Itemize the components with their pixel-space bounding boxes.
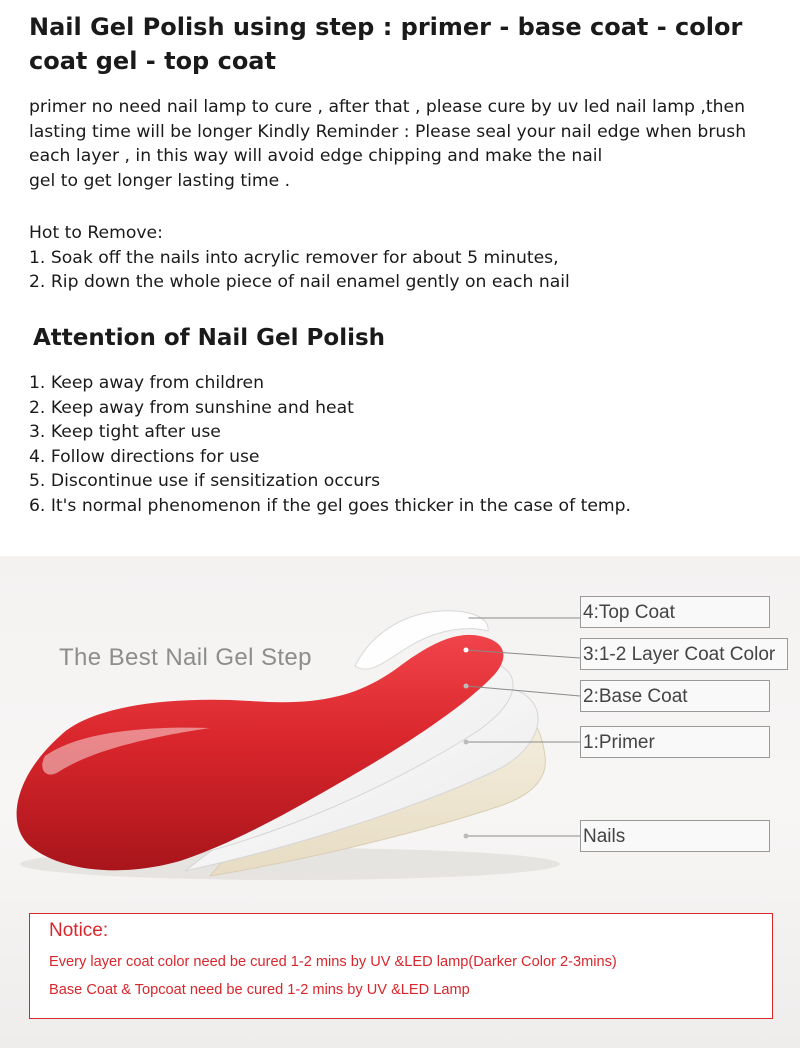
attention-item: 4. Follow directions for use [29,446,260,467]
nail-layer-diagram [0,556,800,1048]
intro-line: primer no need nail lamp to cure , after that , please cure by uv led nail lamp ,then [29,97,745,117]
attention-list [29,371,789,519]
label-primer: 1:Primer [580,726,770,758]
page-title: Nail Gel Polish using step : primer - base coat - color coat gel - top coat [29,13,743,75]
remove-section [29,221,789,295]
intro-line: lasting time will be longer Kindly Reminder : Please seal your nail edge when brush [29,121,747,142]
attention-heading: Attention of Nail Gel Polish [33,325,386,351]
label-color-coat: 3:1-2 Layer Coat Color [580,638,788,670]
label-base-coat: 2:Base Coat [580,680,770,712]
leader-dot [464,648,469,653]
leader-dot [464,616,469,621]
intro-paragraph [29,95,789,193]
attention-item: 5. Discontinue use if sensitization occurs [29,471,381,492]
attention-item: 2. Keep away from sunshine and heat [29,397,354,418]
remove-step: 2. Rip down the whole piece of nail enamel gently on each nail [29,272,570,292]
notice-line: Every layer coat color need be cured 1-2 mins by UV &LED lamp(Darker Color 2-3mins) [49,954,617,970]
label-nails: Nails [580,820,770,852]
notice-title: Notice: [49,920,109,941]
label-top-coat: 4:Top Coat [580,596,770,628]
remove-step: 1. Soak off the nails into acrylic remover for about 5 minutes, [29,247,559,268]
leader-dot [464,740,469,745]
leader-dot [464,834,469,839]
remove-heading: Hot to Remove: [29,223,163,243]
notice-line: Base Coat & Topcoat need be cured 1-2 mins by UV &LED Lamp [49,982,470,998]
intro-line: each layer , in this way will avoid edge chipping and make the nail [29,146,603,166]
attention-item: 6. It's normal phenomenon if the gel goes thicker in the case of temp. [29,495,632,516]
attention-item: 3. Keep tight after use [29,422,221,443]
diagram-caption: The Best Nail Gel Step [59,644,312,671]
leader-dot [464,684,469,689]
intro-line: gel to get longer lasting time . [29,170,291,191]
notice-box [29,913,773,1019]
attention-item: 1. Keep away from children [29,373,264,393]
